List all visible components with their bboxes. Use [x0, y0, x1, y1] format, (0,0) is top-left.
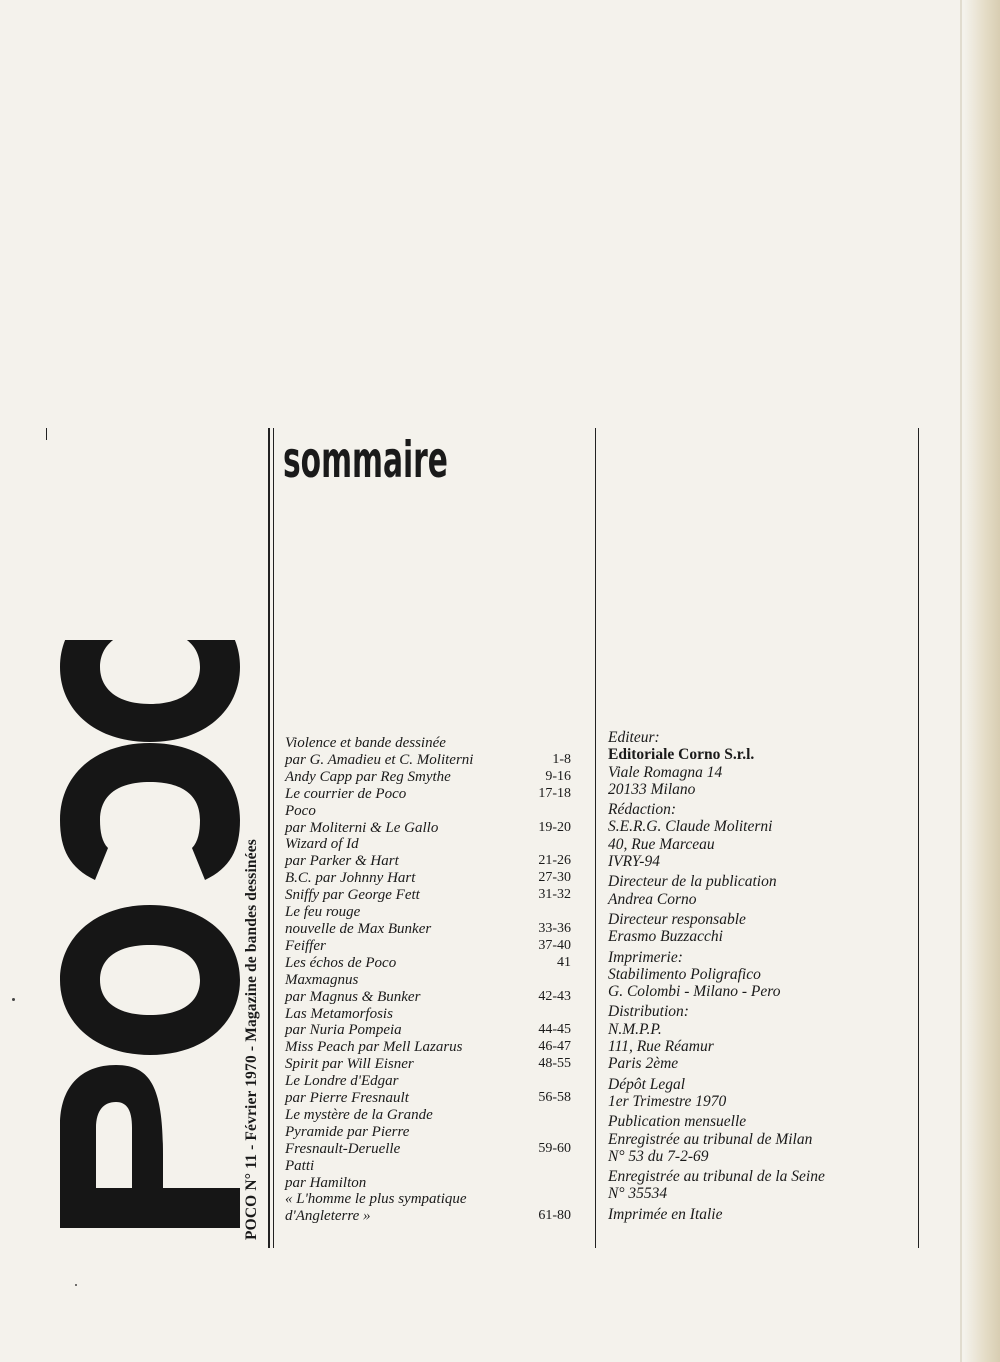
- toc-entry-title: Le feu rouge nouvelle de Max Bunker: [285, 904, 432, 937]
- toc-entry: [285, 1056, 585, 1073]
- toc-entry: [285, 938, 585, 955]
- colophon-line: 111, Rue Réamur: [608, 1038, 714, 1056]
- poco-logo: [60, 640, 240, 1240]
- frame-left-tick: [46, 428, 47, 440]
- colophon-line: S.E.R.G. Claude Moliterni: [608, 818, 773, 836]
- toc-entry-pages: 59-60: [538, 1140, 571, 1156]
- colophon-line: 1er Trimestre 1970: [608, 1092, 727, 1110]
- colophon-line: Dépôt Legal: [608, 1075, 686, 1093]
- toc-entry: [285, 1073, 585, 1107]
- toc-entry: [285, 786, 585, 803]
- toc-entry-pages: 37-40: [538, 937, 571, 953]
- colophon-line: N° 35534: [608, 1185, 668, 1203]
- toc-entry-title: Andy Capp par Reg Smythe: [285, 768, 451, 785]
- toc-entry-pages: 21-26: [538, 853, 571, 869]
- toc-entry: [285, 1006, 585, 1040]
- toc-entry-title: Spirit par Will Eisner: [285, 1056, 414, 1073]
- colophon-line: Directeur de la publication: [608, 873, 777, 891]
- colophon-line: Enregistrée au tribunal de la Seine: [608, 1168, 825, 1186]
- toc-entry-pages: 61-80: [538, 1208, 571, 1224]
- toc-entry-pages: 46-47: [538, 1039, 571, 1055]
- toc-entry-pages: 1-8: [552, 751, 571, 767]
- colophon-line: Publication mensuelle: [608, 1113, 747, 1131]
- colophon-line: 40, Rue Marceau: [608, 835, 715, 853]
- toc-entry-title: Wizard of Id par Parker & Hart: [285, 836, 399, 870]
- toc-entry-title: Feiffer: [285, 937, 326, 954]
- colophon-line: N° 53 du 7-2-69: [608, 1147, 709, 1165]
- colophon-block: [608, 1113, 908, 1165]
- colophon-block: [608, 1168, 908, 1203]
- toc-entry-pages: 33-36: [538, 920, 571, 936]
- toc-entry: [285, 769, 585, 786]
- colophon-line: G. Colombi - Milano - Pero: [608, 983, 781, 1001]
- toc-entry: [285, 870, 585, 887]
- colophon-line: Rédaction:: [608, 801, 677, 819]
- toc-entry: [285, 735, 585, 769]
- toc-entry-title: Miss Peach par Mell Lazarus: [285, 1039, 463, 1056]
- logo-letter-c: [60, 743, 240, 880]
- colophon-line: 20133 Milano: [608, 780, 696, 798]
- colophon-block: [608, 801, 908, 870]
- toc-entry: [285, 836, 585, 870]
- page-title: sommaire: [283, 431, 448, 489]
- colophon-block: [608, 873, 908, 908]
- colophon-line: Editeur:: [608, 729, 660, 746]
- toc-entry-pages: 44-45: [538, 1022, 571, 1038]
- colophon-block: [608, 911, 908, 946]
- colophon-line: Paris 2ème: [608, 1055, 679, 1073]
- toc-entry-pages: 17-18: [538, 785, 571, 801]
- colophon-line: Erasmo Buzzacchi: [608, 928, 723, 946]
- frame-divider-1b: [273, 428, 274, 1248]
- toc-entry-title: Le Londre d'Edgar par Pierre Fresnault: [285, 1073, 409, 1107]
- page-edge-shadow: [964, 0, 1000, 1362]
- colophon-block: [608, 1076, 908, 1111]
- toc-entry: [285, 955, 585, 972]
- colophon-line: Imprimerie:: [608, 948, 683, 966]
- toc-entry-title: Poco par Moliterni & Le Gallo: [285, 802, 439, 836]
- colophon: [608, 729, 908, 1226]
- toc-entry: [285, 1158, 585, 1226]
- logo-letter-o: [60, 905, 240, 1055]
- colophon-line: Imprimée en Italie: [608, 1205, 723, 1223]
- speck: [12, 998, 15, 1001]
- colophon-line: N.M.P.P.: [608, 1020, 662, 1038]
- toc-entry-title: Le mystère de la Grande Pyramide par Pierre Fresnault-Deruelle: [285, 1106, 433, 1157]
- issue-caption: POCO N° 11 - Février 1970 - Magazine de bandes dessinées: [243, 839, 260, 1240]
- logo-letter-o-top: [60, 640, 240, 742]
- toc-entry: [285, 1039, 585, 1056]
- colophon-line: IVRY-94: [608, 853, 660, 871]
- toc-entry-pages: 42-43: [538, 988, 571, 1004]
- toc-entry: [285, 1107, 585, 1158]
- logo-letter-p: [60, 1065, 240, 1228]
- toc-entry-title: Les échos de Poco: [285, 954, 397, 971]
- toc-entry-pages: 41: [557, 954, 571, 970]
- colophon-line: Stabilimento Poligrafico: [608, 965, 761, 983]
- colophon-block: [608, 1003, 908, 1072]
- toc-entry-pages: 27-30: [538, 870, 571, 886]
- frame-divider-1: [268, 428, 270, 1248]
- frame-divider-2: [595, 428, 596, 1248]
- colophon-block: [608, 949, 908, 1001]
- table-of-contents: [285, 735, 585, 1225]
- toc-entry-title: Violence et bande dessinée par G. Amadieu et C. Moliterni: [285, 735, 474, 768]
- toc-entry-title: Patti par Hamilton « L'homme le plus sympatique d'Angleterre »: [285, 1157, 467, 1225]
- toc-entry-title: Las Metamorfosis par Nuria Pompeia: [285, 1005, 402, 1039]
- toc-entry: [285, 803, 585, 837]
- frame-right-edge: [918, 428, 919, 1248]
- toc-entry-pages: 19-20: [538, 819, 571, 835]
- toc-entry-pages: 9-16: [545, 768, 571, 784]
- colophon-block: [608, 729, 908, 798]
- toc-entry-title: B.C. par Johnny Hart: [285, 870, 416, 887]
- colophon-line: Andrea Corno: [608, 890, 697, 908]
- colophon-line: Viale Romagna 14: [608, 763, 723, 781]
- colophon-block: [608, 1206, 908, 1223]
- toc-entry-title: Sniffy par George Fett: [285, 887, 420, 904]
- colophon-line: Distribution:: [608, 1003, 689, 1021]
- colophon-line: Enregistrée au tribunal de Milan: [608, 1130, 813, 1148]
- toc-entry-title: Le courrier de Poco: [285, 785, 407, 802]
- toc-entry: [285, 887, 585, 904]
- colophon-line: Directeur responsable: [608, 910, 746, 928]
- page-edge-line: [960, 0, 962, 1362]
- toc-entry: [285, 972, 585, 1006]
- toc-entry-pages: 56-58: [538, 1090, 571, 1106]
- toc-entry-title: Maxmagnus par Magnus & Bunker: [285, 971, 421, 1005]
- colophon-line: Editoriale Corno S.r.l.: [608, 746, 755, 764]
- toc-entry-pages: 48-55: [538, 1056, 571, 1072]
- toc-entry-pages: 31-32: [538, 887, 571, 903]
- toc-entry: [285, 904, 585, 938]
- speck: [75, 1284, 77, 1286]
